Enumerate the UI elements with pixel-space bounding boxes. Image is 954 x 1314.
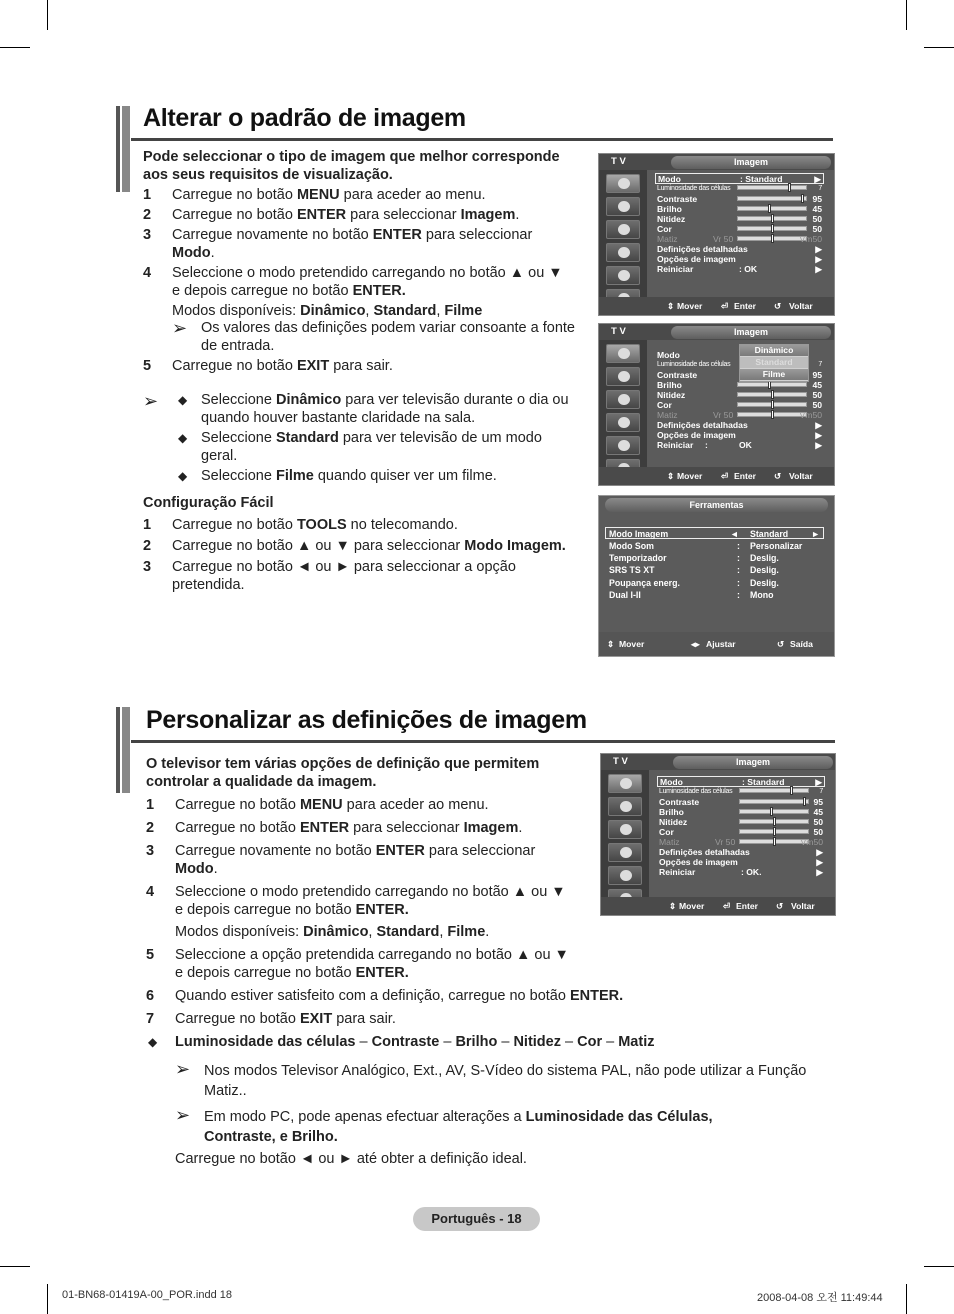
crop-mark xyxy=(906,0,907,30)
step-text: Carregue no botão ▲ ou ▼ para seleccionar Modo Imagem. xyxy=(172,538,566,554)
step-text: Quando estiver satisfeito com a definição, carregue no botão ENTER. xyxy=(175,988,624,1004)
slider-knob xyxy=(790,786,793,795)
crop-mark xyxy=(924,47,954,48)
return-icon: ↺ xyxy=(774,471,782,481)
crop-mark xyxy=(0,1266,30,1267)
step-number: 4 xyxy=(143,265,152,281)
step-number: 5 xyxy=(143,358,152,374)
step-number: 2 xyxy=(146,820,155,836)
step-text: Carregue no botão EXIT para sair. xyxy=(172,358,393,374)
osd-mode-popup-menu: T V Imagem Modo Luminosidade das células 7 Contraste 95 Brilho 45 Nitidez 50 Cor 50 Matiz Vr 50 Vm50 Definições detalhadas ▶ Opções de imagem ▶ Reiniciar : OK ▶ Dinâmico Standard Filme ⇕ Mover ⏎ Enter ↺ Voltar xyxy=(598,323,835,486)
crop-mark xyxy=(906,1284,907,1314)
osd-row-cor: Cor 50 xyxy=(657,400,822,410)
step-number: 5 xyxy=(146,947,155,963)
move-icon: ⇕ xyxy=(667,301,675,311)
note-arrow-icon: ➢ xyxy=(143,391,159,411)
step-text: Carregue no botão TOOLS no telecomando. xyxy=(172,517,458,533)
crop-mark xyxy=(0,47,30,48)
step-text: Carregue novamente no botão ENTER para seleccionar Modo. xyxy=(172,227,533,261)
date-imprint: 2008-04-08 오전 11:49:44 xyxy=(757,1292,883,1304)
step-number: 6 xyxy=(146,988,155,1004)
crop-mark xyxy=(47,0,48,30)
tools-row: Modo Imagem ◄ Standard ► xyxy=(605,527,824,539)
osd-row-brilho: Brilho 45 xyxy=(659,807,823,817)
osd-row-reiniciar: Reiniciar : OK ▶ xyxy=(657,440,822,450)
bullet-text: Seleccione Filme quando quiser ver um filme. xyxy=(201,468,497,484)
tools-row: SRS TS XT : Deslig. xyxy=(609,565,779,575)
popup-option: Dinâmico xyxy=(740,345,808,356)
step-number: 1 xyxy=(146,797,155,813)
input-icon xyxy=(606,436,640,455)
picture-icon xyxy=(608,774,642,793)
channel-icon xyxy=(606,220,640,239)
move-icon: ⇕ xyxy=(669,901,677,911)
osd-tools-menu: Ferramentas Modo Imagem ◄ Standard ► Modo Som : Personalizar Temporizador : Deslig. SRS TS XT : Deslig. Poupança energ. : Deslig. Dual I-II : Mono ⇕ Mover ◂▸ Ajustar ↺ Saída xyxy=(598,495,835,657)
section2-rule xyxy=(131,740,835,743)
note-text: Nos modos Televisor Analógico, Ext., AV, S-Vídeo do sistema PAL, não pode utilizar a Função Matiz.. xyxy=(204,1063,807,1099)
mode-popup xyxy=(739,344,809,382)
slider-knob xyxy=(771,224,774,233)
step-number: 3 xyxy=(143,559,152,575)
picture-icon xyxy=(606,344,640,363)
step-text: Carregue no botão MENU para aceder ao menu. xyxy=(175,797,489,813)
note-text: Em modo PC, pode apenas efectuar alterações a Luminosidade das Células, Contraste, e Brilho. xyxy=(204,1109,713,1145)
slider-knob xyxy=(771,214,774,223)
osd-row-opc: Opções de imagem ▶ xyxy=(657,430,822,440)
section1-rule xyxy=(131,138,833,141)
crop-mark xyxy=(924,1266,954,1267)
step-number: 2 xyxy=(143,538,152,554)
osd-row-lum: Luminosidade das células 7 xyxy=(657,361,822,368)
diamond-bullet-icon: ◆ xyxy=(178,469,188,483)
diamond-bullet-icon: ◆ xyxy=(148,1035,158,1049)
osd-row-def: Definições detalhadas ▶ xyxy=(657,420,822,430)
diamond-bullet-icon: ◆ xyxy=(178,431,188,445)
sound-icon xyxy=(606,367,640,386)
osd-row-reiniciar: Reiniciar : OK. ▶ xyxy=(659,867,823,877)
section1-title: Alterar o padrão de imagem xyxy=(143,104,466,132)
osd-image-menu: T V Imagem Modo : Standard ▶ Luminosidade das células 7 Contraste 95 Brilho 45 Nitidez 50 Cor 50 Matiz Vr 50 Vm50 Definições detalhadas ▶ Opções de imagem ▶ Reiniciar : OK. ▶ ⇕ Mover ⏎ Enter ↺ Voltar xyxy=(600,753,836,916)
osd-row-opc: Opções de imagem ▶ xyxy=(657,254,822,264)
crop-mark xyxy=(47,1284,48,1314)
osd-tab-imagem: Imagem xyxy=(671,156,831,169)
return-icon: ↺ xyxy=(776,901,784,911)
slider-knob xyxy=(771,400,774,409)
setup-icon xyxy=(608,843,642,862)
osd-row-contraste: Contraste 95 xyxy=(657,370,822,380)
note-arrow-icon: ➢ xyxy=(172,318,188,338)
popup-option-selected: Standard xyxy=(740,357,808,368)
settings-chain: Luminosidade das células – Contraste – Brilho – Nitidez – Cor – Matiz xyxy=(175,1034,655,1050)
popup-option: Filme xyxy=(740,369,808,380)
enter-icon: ⏎ xyxy=(721,471,729,481)
enter-icon: ⏎ xyxy=(723,901,731,911)
setup-icon xyxy=(606,243,640,262)
modes-available: Modos disponíveis: Dinâmico, Standard, Filme xyxy=(172,303,483,319)
step-number: 1 xyxy=(143,187,152,203)
note-arrow-icon: ➢ xyxy=(175,1059,191,1079)
input-icon xyxy=(608,866,642,885)
file-imprint: 01-BN68-01419A-00_POR.indd 18 xyxy=(62,1289,233,1301)
slider-knob xyxy=(801,194,804,203)
osd-row-brilho: Brilho 45 xyxy=(657,380,822,390)
note-text: Os valores das definições podem variar consoante a fonte de entrada. xyxy=(201,320,575,354)
note-arrow-icon: ➢ xyxy=(175,1105,191,1125)
osd-row-nitidez: Nitidez 50 xyxy=(659,817,823,827)
step-text: Carregue no botão EXIT para sair. xyxy=(175,1011,396,1027)
step-text: Carregue no botão ENTER para seleccionar Imagem. xyxy=(175,820,523,836)
step-text: Carregue no botão MENU para aceder ao menu. xyxy=(172,187,486,203)
step-number: 3 xyxy=(146,843,155,859)
tools-row: Modo Som : Personalizar xyxy=(609,541,803,551)
tools-title: Ferramentas xyxy=(605,498,828,512)
osd-row-modo: Modo xyxy=(657,350,680,360)
osd-image-menu: T V Imagem Modo : Standard ▶ Luminosidade das células 7 Contraste 95 Brilho 45 Nitidez 50 Cor 50 Matiz Vr 50 Vm50 Definições detalhadas ▶ Opções de imagem ▶ Reiniciar : OK ▶ ⇕ Mover ⏎ Enter ↺ Voltar xyxy=(598,153,835,316)
step-number: 3 xyxy=(143,227,152,243)
slider-knob xyxy=(771,410,774,419)
slider-knob xyxy=(773,837,776,846)
step-text: Carregue no botão ENTER para seleccionar Imagem. xyxy=(172,207,520,223)
osd-tv-label: T V xyxy=(611,156,626,167)
osd-row-brilho: Brilho 45 xyxy=(657,204,822,214)
step-number: 2 xyxy=(143,207,152,223)
osd-row-opc: Opções de imagem ▶ xyxy=(659,857,823,867)
tools-row: Poupança energ. : Deslig. xyxy=(609,578,779,588)
enter-icon: ⏎ xyxy=(721,301,729,311)
modes-available: Modos disponíveis: Dinâmico, Standard, Filme. xyxy=(175,924,490,940)
slider-knob xyxy=(771,390,774,399)
tools-row: Temporizador : Deslig. xyxy=(609,553,779,563)
step-number: 7 xyxy=(146,1011,155,1027)
picture-icon xyxy=(606,174,640,193)
slider-knob xyxy=(773,827,776,836)
section-bar xyxy=(116,707,130,793)
input-icon xyxy=(606,266,640,285)
section1-lead: Pode seleccionar o tipo de imagem que melhor corresponde aos seus requisitos de visualização. xyxy=(143,149,560,183)
sound-icon xyxy=(608,797,642,816)
final-instruction: Carregue no botão ◄ ou ► até obter a definição ideal. xyxy=(175,1151,527,1167)
osd-row-matiz: Matiz Vr 50 Vm50 xyxy=(659,837,823,847)
page-number-badge: Português - 18 xyxy=(413,1207,540,1231)
bullet-text: Seleccione Standard para ver televisão de um modo geral. xyxy=(201,430,542,464)
slider-knob xyxy=(803,797,806,806)
osd-tv-label: T V xyxy=(611,326,626,337)
osd-row-modo: Modo : Standard ▶ xyxy=(657,776,825,787)
step-number: 4 xyxy=(146,884,155,900)
adjust-icon: ◂▸ xyxy=(691,639,700,649)
osd-row-contraste: Contraste 95 xyxy=(659,797,823,807)
bullet-text: Seleccione Dinâmico para ver televisão durante o dia ou quando houver bastante claridade na sala. xyxy=(201,392,569,426)
move-icon: ⇕ xyxy=(607,639,615,649)
sound-icon xyxy=(606,197,640,216)
osd-row-def: Definições detalhadas ▶ xyxy=(657,244,822,254)
osd-row-cor: Cor 50 xyxy=(659,827,823,837)
osd-tab-imagem: Imagem xyxy=(671,326,831,339)
slider-knob xyxy=(788,183,791,192)
setup-icon xyxy=(606,413,640,432)
osd-row-lum: Luminosidade das células 7 xyxy=(657,185,822,192)
osd-tv-label: T V xyxy=(613,756,628,767)
osd-row-lum: Luminosidade das células 7 xyxy=(659,788,823,795)
step-text: Seleccione a opção pretendida carregando no botão ▲ ou ▼ e depois carregue no botão ENTER. xyxy=(175,947,569,981)
channel-icon xyxy=(606,390,640,409)
section2-title: Personalizar as definições de imagem xyxy=(146,706,587,734)
step-number: 1 xyxy=(143,517,152,533)
slider-knob xyxy=(773,817,776,826)
return-icon: ↺ xyxy=(777,639,785,649)
osd-row-nitidez: Nitidez 50 xyxy=(657,214,822,224)
osd-row-reiniciar: Reiniciar : OK ▶ xyxy=(657,264,822,274)
channel-icon xyxy=(608,820,642,839)
osd-row-nitidez: Nitidez 50 xyxy=(657,390,822,400)
tools-row: Dual I-II : Mono xyxy=(609,590,774,600)
osd-row-modo: Modo : Standard ▶ xyxy=(655,173,824,184)
return-icon: ↺ xyxy=(774,301,782,311)
osd-row-matiz: Matiz Vr 50 Vm50 xyxy=(657,234,822,244)
osd-row-matiz: Matiz Vr 50 Vm50 xyxy=(657,410,822,420)
slider-knob xyxy=(771,234,774,243)
move-icon: ⇕ xyxy=(667,471,675,481)
step-text: Carregue no botão ◄ ou ► para seleccionar a opção pretendida. xyxy=(172,559,516,593)
slider-knob xyxy=(770,807,773,816)
step-text: Carregue novamente no botão ENTER para seleccionar Modo. xyxy=(175,843,536,877)
step-text: Seleccione o modo pretendido carregando no botão ▲ ou ▼ e depois carregue no botão ENTER. xyxy=(172,265,563,299)
osd-tab-imagem: Imagem xyxy=(673,756,833,769)
osd-row-contraste: Contraste 95 xyxy=(657,194,822,204)
step-text: Seleccione o modo pretendido carregando no botão ▲ ou ▼ e depois carregue no botão ENTER. xyxy=(175,884,566,918)
osd-row-def: Definições detalhadas ▶ xyxy=(659,847,823,857)
osd-row-cor: Cor 50 xyxy=(657,224,822,234)
easy-setup-title: Configuração Fácil xyxy=(143,495,274,511)
section-bar xyxy=(116,106,130,192)
slider-knob xyxy=(768,204,771,213)
diamond-bullet-icon: ◆ xyxy=(178,393,188,407)
section2-lead: O televisor tem várias opções de definição que permitem controlar a qualidade da imagem. xyxy=(146,756,540,790)
